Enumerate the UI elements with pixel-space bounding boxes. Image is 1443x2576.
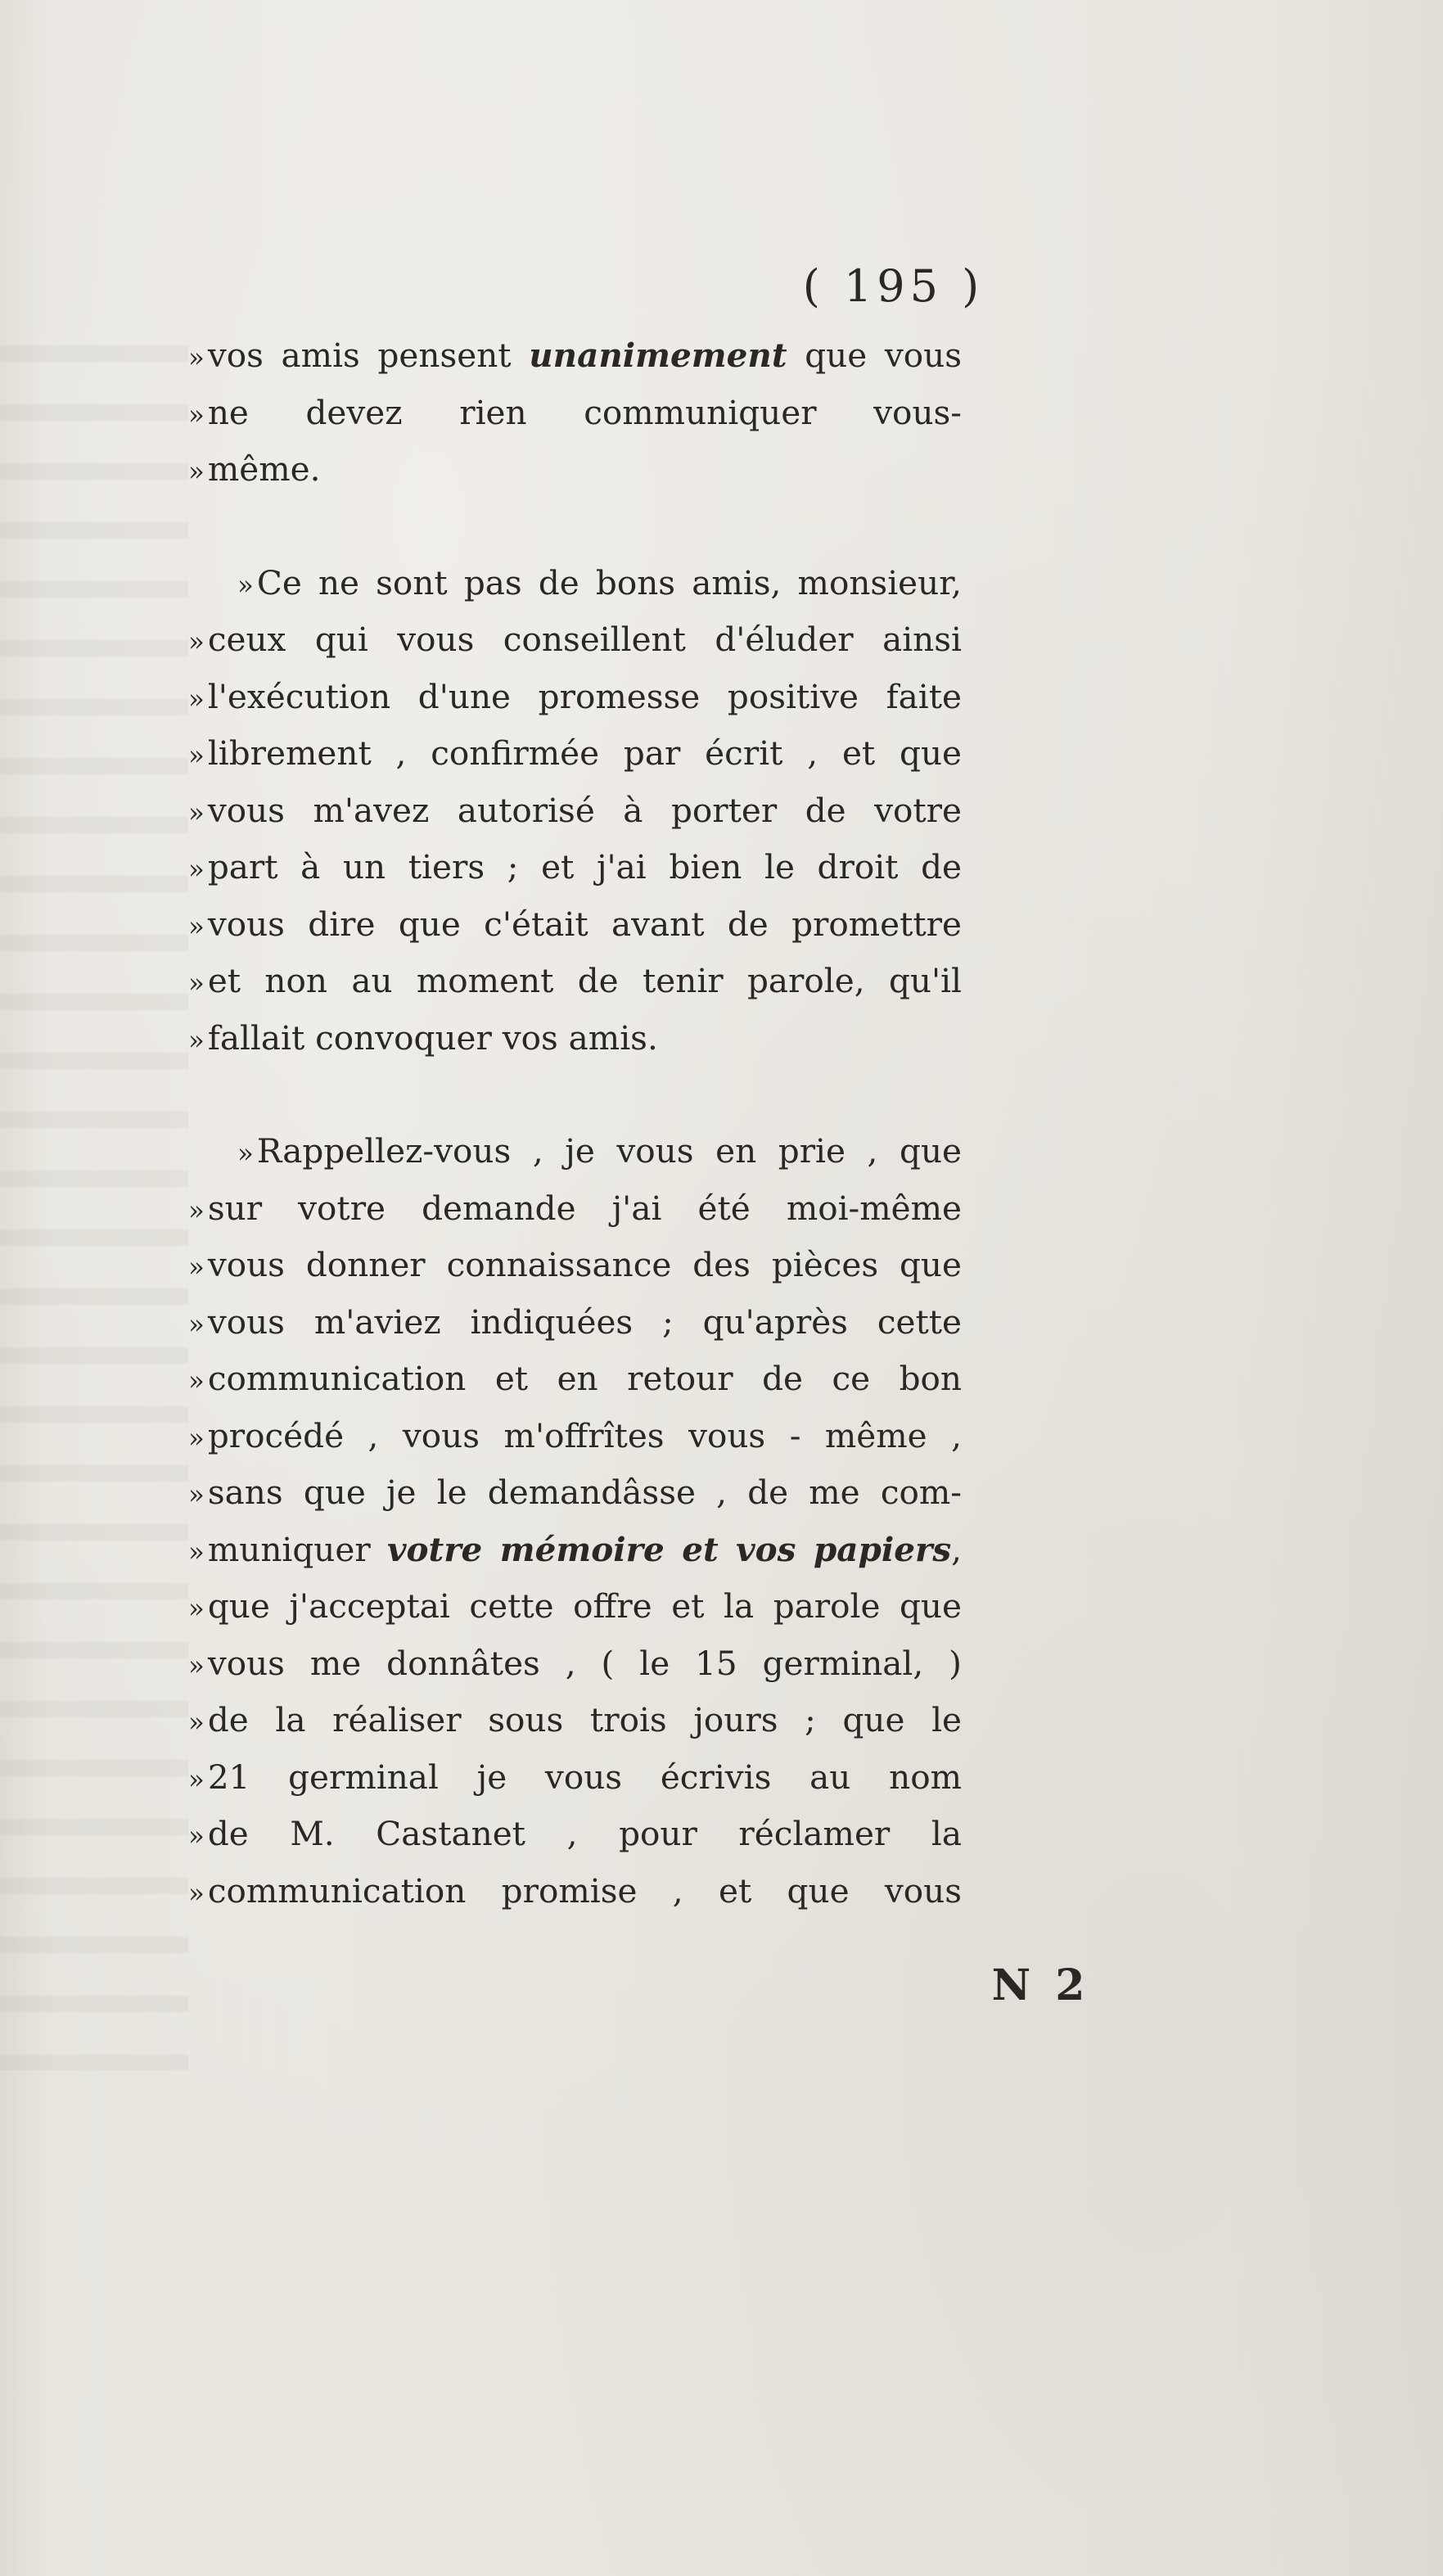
line-text: même. (207, 449, 321, 489)
quote-mark: » (188, 968, 205, 999)
quote-mark: » (188, 796, 205, 828)
signature-mark (0, 1960, 1443, 2010)
line-text: vous donner connaissance des pièces que (207, 1245, 962, 1284)
quote-mark: » (188, 1194, 205, 1226)
quote-mark: » (188, 1593, 205, 1624)
text-line (188, 1464, 962, 1522)
line-text: vous m'aviez indiquées ; qu'après cette (207, 1302, 962, 1342)
quote-mark: » (188, 1479, 205, 1510)
page-header (0, 260, 1443, 312)
line-text: communication et en retour de ce bon (207, 1359, 962, 1398)
line-text: ceux qui vous conseillent d'éluder ainsi (207, 620, 962, 659)
text-line (188, 1806, 962, 1863)
line-text: sur votre demande j'ai été moi-même (207, 1188, 962, 1228)
line-text: procédé , vous m'offrîtes vous - même , (207, 1415, 962, 1455)
quote-mark: » (188, 740, 205, 771)
text-line (188, 441, 962, 499)
quote-mark: » (188, 1365, 205, 1396)
text-line (188, 1408, 962, 1465)
quote-mark: » (188, 910, 205, 942)
quote-mark: » (188, 1763, 205, 1795)
text-line (188, 611, 962, 669)
quote-mark: » (188, 1536, 205, 1568)
quote-mark: » (188, 1422, 205, 1454)
quote-mark: » (188, 1649, 205, 1681)
line-text: vos amis pensent (207, 336, 530, 375)
quote-mark: » (188, 1707, 205, 1738)
text-line (188, 1635, 962, 1693)
paragraph-gap (188, 499, 962, 555)
text-line (188, 783, 962, 840)
text-line (188, 1180, 962, 1238)
quote-mark: » (188, 1308, 205, 1340)
quote-mark: » (188, 1820, 205, 1852)
body-text (188, 327, 962, 1920)
quote-mark: » (237, 1138, 254, 1169)
line-text: part à un tiers ; et j'ai bien le droit de (207, 847, 962, 886)
text-line (188, 953, 962, 1010)
paragraph (188, 1123, 962, 1920)
text-line (188, 555, 962, 612)
line-text: sans que je le demandâsse , de me com- (207, 1473, 962, 1512)
line-text: vous me donnâtes , ( le 15 germinal, ) (207, 1643, 962, 1683)
quote-mark: » (188, 626, 205, 657)
line-text: vous m'avez autorisé à porter de votre (207, 790, 962, 830)
quote-mark: » (188, 1024, 205, 1056)
quote-mark: » (188, 854, 205, 885)
quote-mark: » (188, 1252, 205, 1283)
show-through-text (0, 311, 188, 2071)
text-line (188, 725, 962, 783)
emphasis-text: votre mémoire et vos papiers (386, 1529, 952, 1569)
line-text: muniquer (207, 1529, 387, 1569)
page-number: ( 195 ) (802, 260, 985, 312)
line-text: fallait convoquer vos amis. (207, 1017, 658, 1058)
text-line (188, 1522, 962, 1579)
quote-mark: » (188, 399, 205, 431)
paragraph-gap (188, 1067, 962, 1123)
quote-mark: » (188, 342, 205, 373)
text-line (188, 1351, 962, 1408)
text-line (188, 1010, 962, 1067)
line-text: que vous (787, 336, 962, 375)
line-text: librement , confirmée par écrit , et que (207, 733, 962, 773)
line-text: de la réaliser sous trois jours ; que le (207, 1700, 962, 1739)
line-text: communication promise , et que vous (207, 1870, 962, 1911)
text-line (188, 1749, 962, 1807)
line-text: , (951, 1529, 962, 1569)
signature-mark-text: N 2 (991, 1960, 1090, 2010)
line-text: vous dire que c'était avant de promettre (207, 904, 962, 944)
paragraph (188, 327, 962, 499)
text-line (188, 1692, 962, 1749)
quote-mark: » (188, 1877, 205, 1909)
paragraph (188, 555, 962, 1067)
line-text: ne devez rien communiquer vous- (207, 392, 962, 432)
text-line (188, 1123, 962, 1180)
text-line (188, 327, 962, 385)
quote-mark: » (188, 683, 205, 715)
emphasis-text: unanimement (529, 336, 787, 375)
text-line (188, 896, 962, 954)
line-text: Rappellez-vous , je vous en prie , que (256, 1131, 962, 1171)
quote-mark: » (188, 456, 205, 487)
line-text: et non au moment de tenir parole, qu'il (207, 961, 962, 1000)
quote-mark: » (237, 569, 254, 601)
line-text: l'exécution d'une promesse positive faite (207, 676, 962, 716)
line-text: Ce ne sont pas de bons amis, monsieur, (256, 562, 962, 602)
text-line (188, 669, 962, 726)
text-line (188, 1294, 962, 1351)
line-text: 21 germinal je vous écrivis au nom (207, 1757, 962, 1797)
text-line (188, 1237, 962, 1294)
line-text: de M. Castanet , pour réclamer la (207, 1814, 962, 1853)
text-line (188, 1578, 962, 1635)
text-line (188, 385, 962, 442)
line-text: que j'acceptai cette offre et la parole que (207, 1586, 962, 1626)
text-line (188, 839, 962, 896)
text-line (188, 1863, 962, 1920)
